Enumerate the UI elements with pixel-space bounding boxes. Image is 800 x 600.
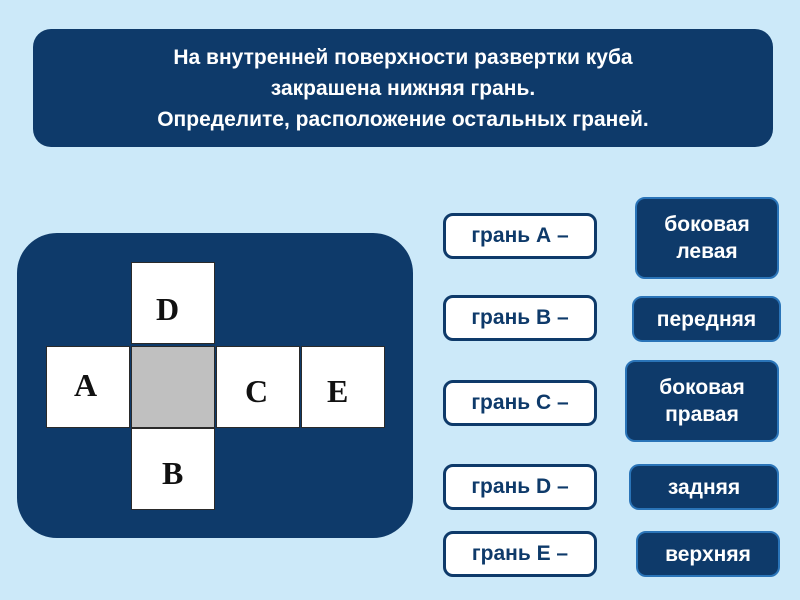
net-letter-a: A xyxy=(74,367,98,403)
net-cell-top xyxy=(131,262,215,344)
answer-left-side-line-1: боковая xyxy=(664,213,750,236)
net-letter-c: C xyxy=(245,373,269,409)
answer-front[interactable] xyxy=(632,296,781,342)
face-a-label[interactable]: грань А – xyxy=(443,213,597,259)
answer-back[interactable] xyxy=(629,464,779,510)
net-cell-below xyxy=(131,428,215,510)
task-title-line-2: закрашена нижняя грань. xyxy=(270,76,536,100)
face-b-label[interactable]: грань В – xyxy=(443,295,597,341)
task-title-line-3: Определите, расположение остальных граней. xyxy=(157,107,649,131)
net-letter-b: B xyxy=(162,455,184,491)
net-letter-e: E xyxy=(327,373,349,409)
answer-top-text: верхняя xyxy=(665,542,751,566)
net-cell-far-right xyxy=(301,346,385,428)
task-title xyxy=(33,29,773,147)
answer-right-side-line-1: боковая xyxy=(659,376,745,399)
answer-front-text: передняя xyxy=(656,307,757,331)
net-cell-right xyxy=(216,346,300,428)
answer-top[interactable] xyxy=(636,531,780,577)
answer-right-side-line-2: правая xyxy=(665,403,739,426)
task-title-line-1: На внутренней поверхности развертки куба xyxy=(173,45,633,69)
answer-left-side[interactable] xyxy=(635,197,779,279)
answer-right-side[interactable] xyxy=(625,360,779,442)
net-cell-left xyxy=(46,346,130,428)
face-e-label[interactable]: грань E – xyxy=(443,531,597,577)
net-cell-bottom-shaded xyxy=(131,346,215,428)
face-d-label[interactable]: грань D – xyxy=(443,464,597,510)
answer-back-text: задняя xyxy=(667,475,741,499)
answer-left-side-line-2: левая xyxy=(676,240,738,263)
net-letter-d: D xyxy=(156,291,180,327)
face-c-label[interactable]: грань С – xyxy=(443,380,597,426)
